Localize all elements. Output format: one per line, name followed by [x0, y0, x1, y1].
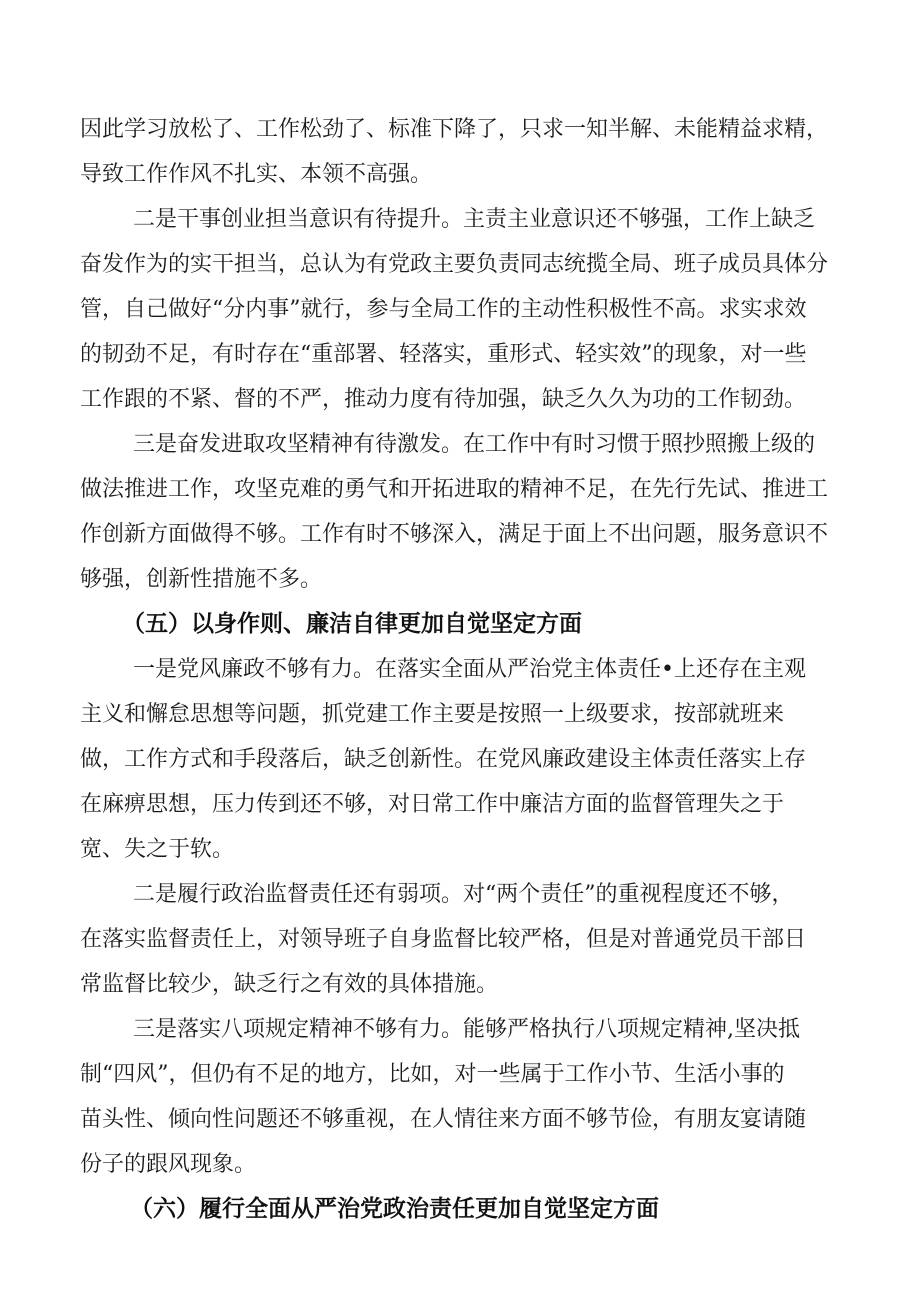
para4-line5: 宽、失之于软。 [80, 837, 235, 862]
para3-line4: 够强，创新性措施不多。 [80, 567, 323, 592]
para3-line1: 三是奋发进取攻坚精神有待激发。在工作中有时习惯于照抄照搬上级的 [133, 432, 816, 457]
para1-line1: 因此学习放松了、工作松劲了、标准下降了，只求一知半解、未能精益求精， [80, 117, 829, 142]
para3-line2: 做法推进工作，攻坚克难的勇气和开拓进取的精神不足，在先行先试、推进工 [80, 477, 829, 502]
para4-line2: 主义和懈怠思想等问题，抓党建工作主要是按照一上级要求，按部就班来 [80, 702, 785, 727]
para3-line3: 作创新方面做得不够。工作有时不够深入，满足于面上不出问题，服务意识不 [80, 522, 829, 547]
para6-line2: 制“四风”，但仍有不足的地方，比如，对一些属于工作小节、生活小事的 [80, 1062, 785, 1087]
para4-line4: 在麻痹思想，压力传到还不够，对日常工作中廉洁方面的监督管理失之于 [80, 792, 785, 817]
para6-line3: 苗头性、倾向性问题还不够重视，在人情往来方面不够节俭，有朋友宴请随 [80, 1107, 807, 1132]
para5-line2: 在落实监督责任上，对领导班子自身监督比较严格，但是对普通党员干部日 [80, 927, 807, 952]
para2-line2: 奋发作为的实干担当，总认为有党政主要负责同志统揽全局、班子成员具体分 [80, 252, 829, 277]
para2-line4: 的韧劲不足，有时存在“重部署、轻落实，重形式、轻实效”的现象，对一些 [80, 342, 807, 367]
para4-line3: 做，工作方式和手段落后，缺乏创新性。在党风廉政建设主体责任落实上存 [80, 747, 807, 772]
para2-line5: 工作跟的不紧、督的不严，推动力度有待加强，缺乏久久为功的工作韧劲。 [80, 387, 807, 412]
para2-line3: 管，自己做好“分内事”就行，参与全局工作的主动性积极性不高。求实求效 [80, 297, 807, 322]
section-heading-6: （六）履行全面从严治党政治责任更加自觉坚定方面 [130, 1196, 659, 1222]
section-heading-5: （五）以身作则、廉洁自律更加自觉坚定方面 [122, 611, 582, 637]
para6-line1: 三是落实八项规定精神不够有力。能够严格执行八项规定精神,坚决抵 [133, 1017, 800, 1042]
para5-line3: 常监督比较少，缺乏行之有效的具体措施。 [80, 972, 499, 997]
para1-line2: 导致工作作风不扎实、本领不高强。 [80, 162, 433, 187]
para5-line1: 二是履行政治监督责任还有弱项。对“两个责任”的重视程度还不够， [133, 882, 794, 907]
para4-line1: 一是党风廉政不够有力。在落实全面从严治党主体责任•上还存在主观 [133, 657, 806, 682]
para2-line1: 二是干事创业担当意识有待提升。主责主业意识还不够强，工作上缺乏 [133, 207, 816, 232]
para6-line4: 份子的跟风现象。 [80, 1152, 257, 1177]
